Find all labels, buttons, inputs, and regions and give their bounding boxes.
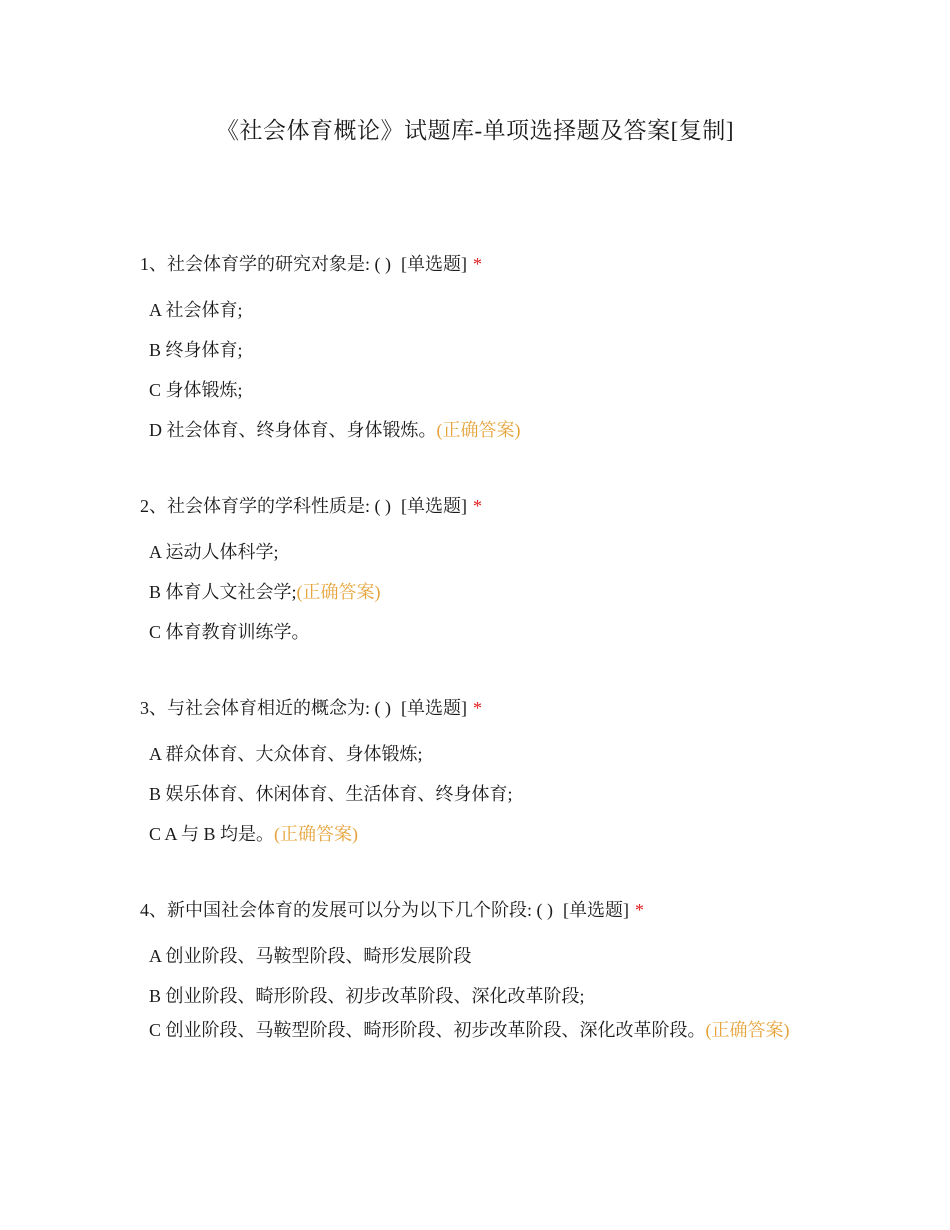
question-1 — [140, 252, 800, 458]
question-text: 4、新中国社会体育的发展可以分为以下几个阶段: ( ) — [140, 900, 553, 920]
option-text: B 体育人文社会学; — [149, 582, 297, 602]
option-b[interactable] — [149, 984, 794, 1008]
question-type-label: [单选题] — [401, 496, 467, 516]
option-text: D 社会体育、终身体育、身体锻炼。 — [149, 420, 437, 440]
page-title: 《社会体育概论》试题库-单项选择题及答案[复制] — [216, 118, 734, 143]
question-stem — [140, 696, 800, 720]
option-text: A 群众体育、大众体育、身体锻炼; — [149, 744, 423, 764]
required-mark: * — [473, 496, 482, 516]
option-b[interactable] — [149, 580, 794, 604]
question-type-label: [单选题] — [401, 698, 467, 718]
option-text: B 终身体育; — [149, 340, 243, 360]
question-stem — [140, 252, 800, 276]
option-text: C A 与 B 均是。 — [149, 824, 275, 844]
option-list — [140, 298, 800, 442]
option-text: A 社会体育; — [149, 300, 243, 320]
question-type-label: [单选题] — [401, 254, 467, 274]
option-d[interactable] — [149, 418, 794, 442]
required-mark: * — [473, 254, 482, 274]
question-stem — [140, 898, 800, 922]
option-c[interactable] — [149, 822, 794, 846]
option-c[interactable] — [149, 1018, 794, 1042]
option-text: B 创业阶段、畸形阶段、初步改革阶段、深化改革阶段; — [149, 986, 585, 1006]
option-a[interactable] — [149, 742, 794, 766]
option-text: C 身体锻炼; — [149, 380, 243, 400]
option-text: C 创业阶段、马鞍型阶段、畸形阶段、初步改革阶段、深化改革阶段。 — [149, 1020, 706, 1040]
option-list — [140, 742, 800, 846]
option-text: A 创业阶段、马鞍型阶段、畸形发展阶段 — [149, 946, 472, 966]
option-c[interactable] — [149, 378, 794, 402]
question-text: 2、社会体育学的学科性质是: ( ) — [140, 496, 391, 516]
option-text: C 体育教育训练学。 — [149, 622, 310, 642]
correct-answer-label: (正确答案) — [296, 582, 381, 602]
option-c[interactable] — [149, 620, 794, 644]
question-stem — [140, 494, 800, 518]
question-2 — [140, 494, 800, 660]
option-text: A 运动人体科学; — [149, 542, 279, 562]
option-b[interactable] — [149, 782, 794, 806]
option-b[interactable] — [149, 338, 794, 362]
question-text: 1、社会体育学的研究对象是: ( ) — [140, 254, 391, 274]
correct-answer-label: (正确答案) — [436, 420, 521, 440]
option-list — [140, 540, 800, 644]
question-text: 3、与社会体育相近的概念为: ( ) — [140, 698, 391, 718]
correct-answer-label: (正确答案) — [274, 824, 359, 844]
option-a[interactable] — [149, 540, 794, 564]
required-mark: * — [473, 698, 482, 718]
question-type-label: [单选题] — [563, 900, 629, 920]
option-text: B 娱乐体育、休闲体育、生活体育、终身体育; — [149, 784, 513, 804]
question-4 — [140, 898, 800, 1058]
required-mark: * — [635, 900, 644, 920]
option-list — [140, 944, 800, 1042]
question-3 — [140, 696, 800, 862]
option-a[interactable] — [149, 298, 794, 322]
correct-answer-label: (正确答案) — [705, 1020, 790, 1040]
option-a[interactable] — [149, 944, 794, 968]
